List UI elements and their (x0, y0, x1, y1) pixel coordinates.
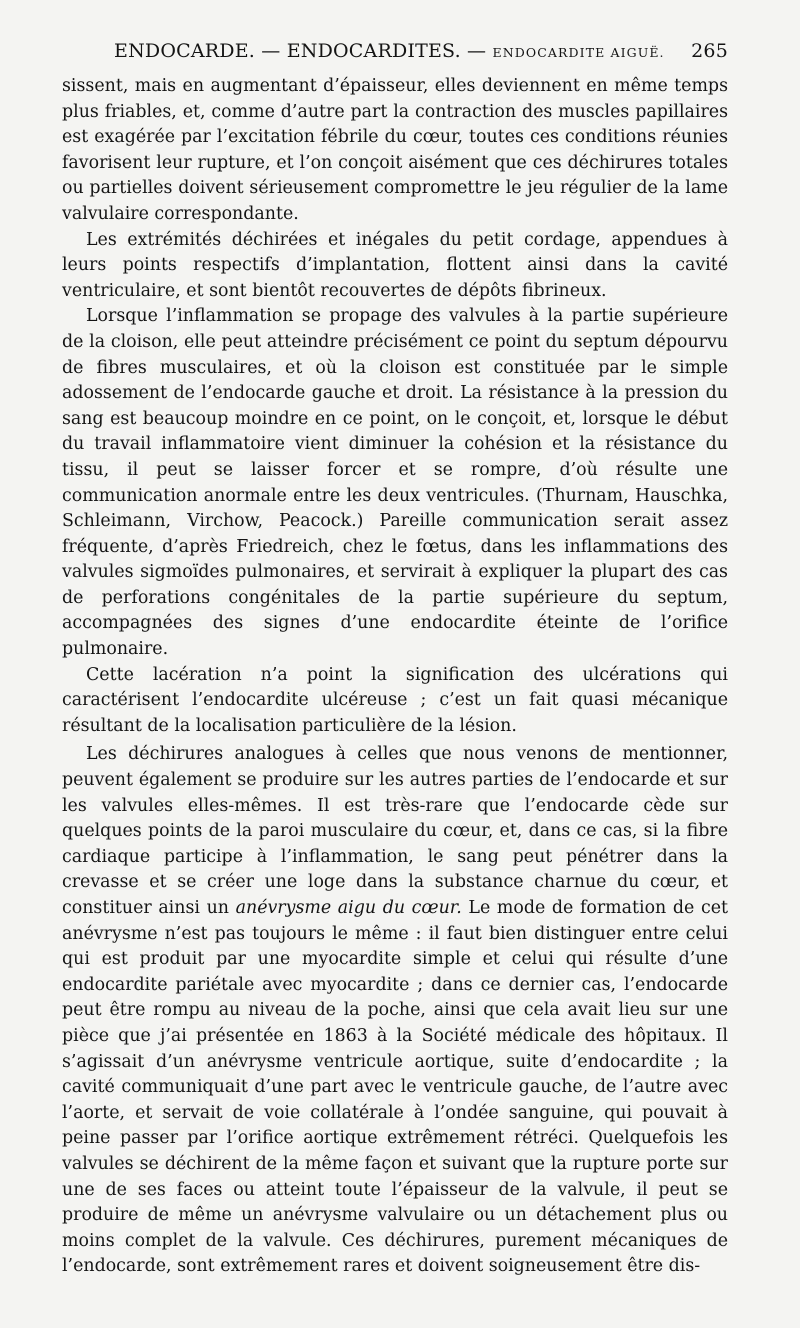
paragraph-aneurysm (62, 742, 728, 1279)
paragraph: Cette lacération n’a point la signification des ulcérations qui caractérisent l’endocardite ulcéreuse ; c’est un fait quasi mécanique résultant de la localisation particulière de la lésion. (62, 664, 728, 736)
book-page (62, 40, 728, 1280)
paragraph: Les extrémités déchirées et inégales du petit cordage, appendues à leurs points respectifs d’implantation, flottent ainsi dans la cavité ventriculaire, et sont bientôt recouvertes de dépôts fibrineux. (62, 229, 728, 301)
running-head-title: ENDOCARDE. — ENDOCARDITES. — (114, 40, 487, 62)
body-text (62, 74, 728, 1280)
running-head-subtitle: ENDOCARDITE AIGUË. (492, 45, 665, 60)
italic-term: anévrysme aigu du cœur. (235, 898, 462, 918)
paragraph-continued: sissent, mais en augmentant d’épaisseur, elles deviennent en même temps plus friables, et, comme d’autre part la contraction des muscles papillaires est exagérée par l’excitation fébrile du cœur, toutes ces conditions réunies favorisent leur rupture, et l’on conçoit aisément que ces déchirures totales ou partielles doivent sérieusement compromettre le jeu régulier de la lame valvulaire correspondante. (62, 76, 728, 224)
paragraph: Lorsque l’inflammation se propage des valvules à la partie supérieure de la cloison, elle peut atteindre précisément ce point du septum dépourvu de fibres musculaires, et où la cloison est constituée par le simple adossement de l’endocarde gauche et droit. La résistance à la pression du sang est beaucoup moindre en ce point, on le conçoit, et, lorsque le début du travail inflammatoire vient diminuer la cohésion et la résistance du tissu, il peut se laisser forcer et se rompre, d’où résulte une communication anormale entre les deux ventricules. (Thurnam, Hauschka, Schleimann, Virchow, Peacock.) Pareille communication serait assez fréquente, d’après Friedreich, chez le fœtus, dans les inflammations des valvules sigmoïdes pulmonaires, et servirait à expliquer la plupart des cas de perforations congénitales de la partie supérieure du septum, accompagnées des signes d’une endocardite éteinte de l’orifice pulmonaire. (62, 306, 728, 660)
paragraph-text-start: Les déchirures analogues à celles que nous venons de mentionner, peuvent également se produire sur les autres parties de l’endocarde et sur les valvules elles-mêmes. Il est très-rare que l’endocarde cède sur quelques points de la paroi musculaire du cœur, et, dans ce cas, si la fibre cardiaque participe à l’inflammation, le sang peut pénétrer dans la crevasse et se créer une loge dans la substance charnue du cœur, et constituer ainsi un (62, 744, 728, 918)
paragraph-text-end: Le mode de formation de cet anévrysme n’est pas toujours le même : il faut bien distinguer entre celui qui est produit par une myocardite simple et celui qui résulte d’une endocardite pariétale avec myocardite ; dans ce dernier cas, l’endocarde peut être rompu au niveau de la poche, ainsi que cela avait lieu sur une pièce que j’ai présentée en 1863 à la Société médicale des hôpitaux. Il s’agissait d’un anévrysme ventricule aortique, suite d’endocardite ; la cavité communiquait d’une part avec le ventricule gauche, de l’autre avec l’aorte, et servait de voie collatérale à l’ondée sanguine, qui pouvait à peine passer par l’orifice aortique extrêmement rétréci. Quelquefois les valvules se déchirent de la même façon et suivant que la rupture porte sur une de ses faces ou atteint toute l’épaisseur de la valvule, il peut se produire de même un anévrysme valvulaire ou un détachement plus ou moins complet de la valvule. Ces déchirures, purement mécaniques de l’endocarde, sont extrêmement rares et doivent soigneusement être dis- (62, 898, 728, 1277)
running-head (62, 40, 728, 72)
page-number: 265 (691, 40, 728, 62)
running-head-titles (62, 40, 665, 62)
